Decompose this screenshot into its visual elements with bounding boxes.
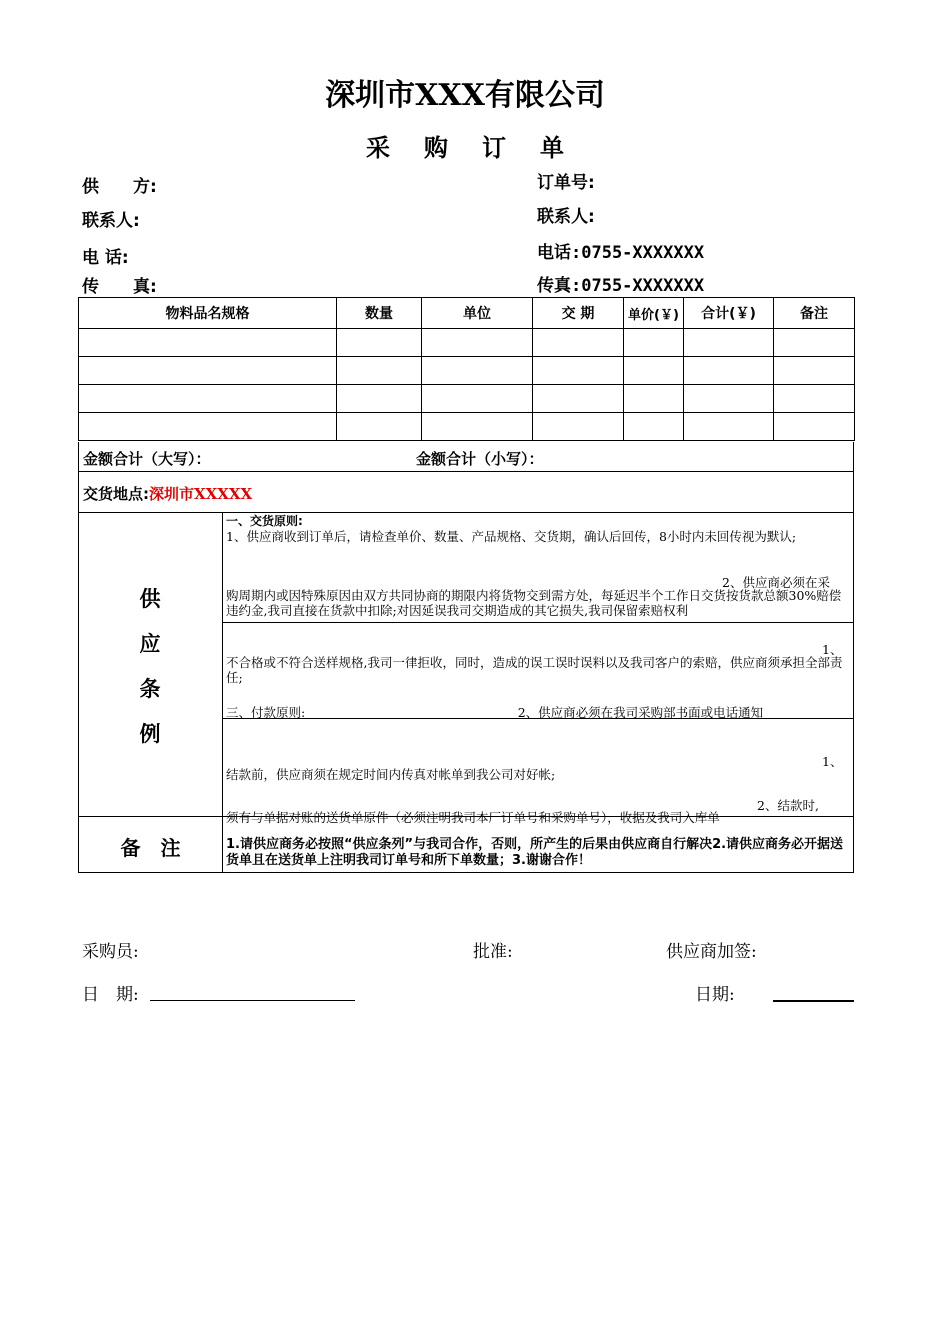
terms-cut-line <box>226 705 848 720</box>
terms-clause-2: 购周期内或因特殊原因由双方共同协商的期限内将货物交到需方处，每延迟半个工作日交货按货款总额30%赔偿违约金,我司直接在货款中扣除;对因延误我司交期造成的其它损失,我司保留索赔权利 <box>226 588 842 618</box>
table-cell[interactable] <box>684 413 774 441</box>
table-cell[interactable] <box>337 329 422 357</box>
table-cell[interactable] <box>79 329 337 357</box>
totals-row <box>78 442 854 472</box>
table-cell[interactable] <box>624 413 684 441</box>
company-name: 深圳市XXX有限公司 <box>325 78 605 113</box>
table-row <box>79 385 855 413</box>
col-header-total: 合计(￥) <box>684 298 774 329</box>
terms-separator-1 <box>222 622 854 623</box>
terms-clause-5: 结款前，供应商须在规定时间内传真对帐单到我公司对好帐; <box>226 767 556 782</box>
table-cell[interactable] <box>533 385 624 413</box>
table-cell[interactable] <box>774 413 855 441</box>
table-cell[interactable] <box>337 385 422 413</box>
table-header-row <box>79 298 855 329</box>
total-lowercase-label: 金额合计（小写）： <box>416 450 544 468</box>
terms-side-label-1: 供 <box>139 587 161 611</box>
table-cell[interactable] <box>533 357 624 385</box>
supplier-sign-label: 供应商加签: <box>666 942 757 962</box>
terms-clause-1: 1、供应商收到订单后，请检查单价、数量、产品规格、交货期，确认后回传，8小时内未回传视为默认; <box>226 529 797 544</box>
terms-cut-text: 三、付款原则: 2、供应商必须在我司采购部书面或电话通知 <box>226 705 764 720</box>
fax-left-label: 传 真: <box>82 277 157 297</box>
terms-clause-2-number: 2、供应商必须在采 <box>722 575 830 590</box>
delivery-row <box>78 471 854 513</box>
col-header-unit: 单位 <box>422 298 533 329</box>
supplier-label: 供 方: <box>82 177 157 197</box>
table-cell[interactable] <box>624 357 684 385</box>
approve-label: 批准: <box>473 942 513 962</box>
date-left-line[interactable] <box>150 1000 355 1001</box>
terms-section1-title: 一、交货原则: <box>226 514 303 528</box>
table-cell[interactable] <box>684 329 774 357</box>
table-cell[interactable] <box>774 329 855 357</box>
order-no-label: 订单号: <box>537 173 595 193</box>
terms-side-label-2: 应 <box>139 632 161 656</box>
table-cell[interactable] <box>774 385 855 413</box>
date-left-label: 日 期: <box>82 985 139 1005</box>
remarks-text: 1.请供应商务必按照“供应条列”与我司合作，否则，所产生的后果由供应商自行解决2.请供应商务必开据送货单且在送货单上注明我司订单号和所下单数量；3.谢谢合作！ <box>226 837 844 868</box>
table-cell[interactable] <box>79 413 337 441</box>
delivery-label: 交货地点: <box>83 485 149 503</box>
table-row <box>79 357 855 385</box>
delivery-location: 深圳市XXXXX <box>149 485 253 503</box>
table-cell[interactable] <box>422 329 533 357</box>
document-title: 采购订单 <box>366 133 598 162</box>
col-header-delivery: 交 期 <box>533 298 624 329</box>
table-cell[interactable] <box>684 357 774 385</box>
fax-right: 传真:0755-XXXXXXX <box>537 276 705 296</box>
table-cell[interactable] <box>624 385 684 413</box>
table-cell[interactable] <box>422 385 533 413</box>
phone-right: 电话:0755-XXXXXXX <box>537 243 705 263</box>
table-cell[interactable] <box>422 357 533 385</box>
date-right-line[interactable] <box>773 1000 854 1002</box>
col-header-item: 物料品名规格 <box>79 298 337 329</box>
table-cell[interactable] <box>422 413 533 441</box>
col-header-qty: 数量 <box>337 298 422 329</box>
total-uppercase-label: 金额合计（大写）： <box>83 450 211 468</box>
terms-side-label-4: 例 <box>139 722 161 746</box>
table-cell[interactable] <box>79 357 337 385</box>
terms-clause-3-number: 1、 <box>822 642 843 657</box>
remarks-label: 备 注 <box>120 836 181 860</box>
table-cell[interactable] <box>624 329 684 357</box>
table-cell[interactable] <box>337 413 422 441</box>
table-row <box>79 413 855 441</box>
table-row <box>79 329 855 357</box>
col-header-remark: 备注 <box>774 298 855 329</box>
terms-cut-text-2: 须有与单据对账的送货单原件（必须注明我司本厂订单号和采购单号），收据及我司入库单 <box>226 810 720 825</box>
terms-clause-3: 不合格或不符合送样规格,我司一律拒收，同时，造成的误工误时误料以及我司客户的索赔，供应商须承担全部责任; <box>226 655 843 685</box>
table-cell[interactable] <box>684 385 774 413</box>
phone-left-label: 电 话: <box>82 248 129 268</box>
buyer-label: 采购员: <box>82 942 139 962</box>
col-header-price: 单价(￥) <box>624 298 684 329</box>
terms-side-label-3: 条 <box>139 677 161 701</box>
table-cell[interactable] <box>533 413 624 441</box>
table-cell[interactable] <box>774 357 855 385</box>
order-items-table <box>78 297 855 441</box>
table-cell[interactable] <box>337 357 422 385</box>
terms-clause-6-number: 2、结款时, <box>757 798 819 813</box>
table-cell[interactable] <box>79 385 337 413</box>
contact-left-label: 联系人: <box>82 211 140 231</box>
terms-clause-5-number: 1、 <box>822 754 843 769</box>
contact-right-label: 联系人: <box>537 207 595 227</box>
date-right-label: 日期: <box>695 985 735 1005</box>
table-cell[interactable] <box>533 329 624 357</box>
